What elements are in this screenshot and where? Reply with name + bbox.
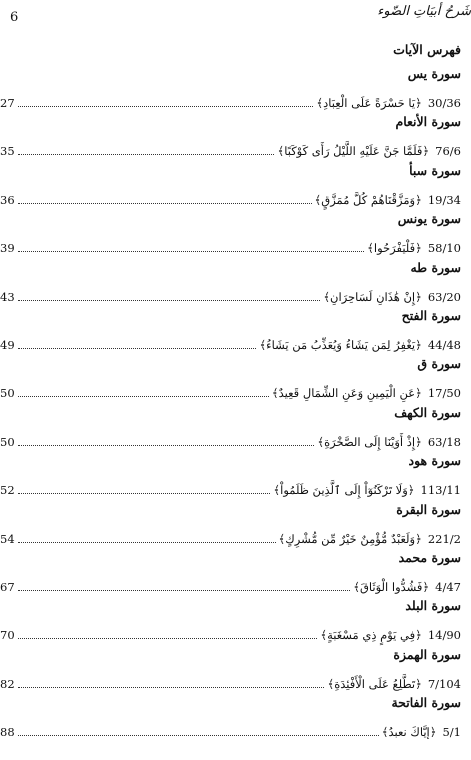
verse-line bbox=[0, 138, 461, 158]
dot-leader bbox=[18, 445, 315, 446]
index-entry bbox=[0, 260, 471, 308]
verse-reference: 58/10 bbox=[427, 241, 461, 256]
verse-text: ﴿فَلَمَّا جَنَّ عَلَيْهِ اللَّيْلُ رَأَى كَوْكَبًا﴾ bbox=[277, 144, 430, 159]
verse-text: ﴿وَلَعَبْدٌ مُّؤْمِنٌ خَيْرٌ مِّن مُّشْرِكٍ﴾ bbox=[278, 531, 422, 546]
verse-line bbox=[0, 235, 461, 255]
surah-name: سورة الأنعام bbox=[395, 114, 461, 130]
verse-reference: 30/36 bbox=[427, 96, 461, 110]
verse-text: ﴿فَشُدُّوا الْوَثَاقَ﴾ bbox=[353, 579, 430, 594]
verse-line bbox=[0, 380, 461, 400]
index-entry bbox=[0, 163, 471, 211]
page-ref: 82 bbox=[0, 676, 15, 691]
surah-name: سورة سبأ bbox=[409, 162, 461, 178]
verse-text: ﴿يَغْفِرُ لِمَن يَشَاءُ وَيُعَذِّبُ مَن يَشَاءُ﴾ bbox=[259, 337, 422, 352]
running-title: شَرحُ أبيَاتِ الضّوء bbox=[377, 4, 471, 19]
page-ref: 35 bbox=[0, 144, 15, 159]
page-ref: 50 bbox=[0, 434, 15, 449]
verse-reference: 221/2 bbox=[427, 531, 461, 546]
verse-text: ﴿وَمَزَّقْنَاهُمْ كُلَّ مُمَزَّقٍ﴾ bbox=[314, 192, 422, 207]
dot-leader bbox=[18, 300, 321, 301]
index-entry bbox=[0, 598, 471, 646]
verse-reference: 7/104 bbox=[427, 676, 461, 691]
dot-leader bbox=[18, 735, 379, 736]
verse-line bbox=[0, 574, 461, 594]
verse-line bbox=[0, 284, 461, 304]
index-entry bbox=[0, 453, 471, 501]
surah-name: سورة ق bbox=[417, 356, 461, 372]
verse-reference: 63/18 bbox=[427, 434, 461, 449]
dot-leader bbox=[18, 542, 276, 543]
dot-leader bbox=[18, 396, 269, 397]
verse-reference: 4/47 bbox=[435, 579, 461, 594]
verse-text: ﴿يَا حَسْرَةً عَلَى الْعِبَادِ﴾ bbox=[316, 96, 422, 110]
verse-reference: 63/20 bbox=[427, 289, 461, 304]
index-entry bbox=[0, 356, 471, 404]
verse-reference: 5/1 bbox=[442, 725, 461, 740]
index-entry bbox=[0, 405, 471, 453]
dot-leader bbox=[18, 203, 312, 204]
verse-line bbox=[0, 622, 461, 642]
surah-name: سورة الفتح bbox=[401, 307, 461, 323]
index-entry bbox=[0, 647, 471, 695]
verse-line bbox=[0, 90, 461, 110]
verse-line bbox=[0, 477, 461, 497]
surah-name: سورة طه bbox=[410, 259, 461, 275]
surah-name: سورة الكهف bbox=[394, 404, 461, 420]
index-entry bbox=[0, 695, 471, 743]
index-entry bbox=[0, 114, 471, 162]
index-entry bbox=[0, 308, 471, 356]
page-ref: 43 bbox=[0, 289, 15, 304]
verse-reference: 14/90 bbox=[427, 628, 461, 643]
verse-text: ﴿تَطَّلِعُ عَلَى الْأَفْئِدَةِ﴾ bbox=[327, 676, 422, 691]
dot-leader bbox=[18, 590, 351, 591]
index-title: فهرس الآيات bbox=[393, 42, 461, 57]
dot-leader bbox=[18, 638, 318, 639]
dot-leader bbox=[18, 251, 365, 252]
surah-name: سورة البقرة bbox=[396, 501, 461, 517]
page-ref: 52 bbox=[0, 483, 15, 498]
page-ref: 50 bbox=[0, 386, 15, 401]
verse-line bbox=[0, 429, 461, 449]
surah-name: سورة الفاتحة bbox=[391, 695, 461, 711]
dot-leader bbox=[18, 687, 325, 688]
dot-leader bbox=[18, 154, 275, 155]
verse-reference: 19/34 bbox=[427, 192, 461, 207]
dot-leader bbox=[18, 493, 271, 494]
verse-text: ﴿عَنِ الْيَمِينِ وَعَنِ الشِّمَالِ قَعِيدٌ﴾ bbox=[271, 386, 422, 401]
verse-reference: 44/48 bbox=[427, 337, 461, 352]
page-ref: 39 bbox=[0, 241, 15, 256]
verse-index-list bbox=[0, 66, 471, 743]
verse-text: ﴿فِي يَوْمٍ ذِي مَسْغَبَةٍ﴾ bbox=[320, 628, 422, 643]
index-entry bbox=[0, 211, 471, 259]
verse-line bbox=[0, 719, 461, 739]
index-entry bbox=[0, 502, 471, 550]
verse-text: ﴿إيَّاكَ نعبدُ﴾ bbox=[381, 725, 437, 740]
page-ref: 70 bbox=[0, 628, 15, 643]
verse-text: ﴿إِنْ هَٰذَانِ لَسَاحِرَانِ﴾ bbox=[323, 289, 422, 304]
verse-reference: 113/11 bbox=[420, 483, 461, 498]
page-ref: 54 bbox=[0, 531, 15, 546]
surah-name: سورة يس bbox=[407, 66, 461, 81]
dot-leader bbox=[18, 348, 257, 349]
verse-text: ﴿وَلَا تَرْكَنُوٓاْ إِلَى ٱلَّذِينَ ظَلَمُواْ﴾ bbox=[273, 483, 415, 498]
surah-name: سورة يونس bbox=[397, 211, 461, 227]
verse-reference: 76/6 bbox=[435, 144, 461, 159]
surah-name: سورة هود bbox=[408, 453, 461, 469]
page-ref: 67 bbox=[0, 579, 15, 594]
verse-text: ﴿فَلْيَفْرَحُوا﴾ bbox=[367, 241, 422, 256]
surah-name: سورة البلد bbox=[405, 598, 461, 614]
verse-text: ﴿إِذْ أَوَيْنَا إِلَى الصَّخْرَةِ﴾ bbox=[317, 434, 422, 449]
verse-line bbox=[0, 187, 461, 207]
page-ref: 88 bbox=[0, 725, 15, 740]
page-header bbox=[0, 4, 471, 28]
index-entry bbox=[0, 66, 471, 114]
dot-leader bbox=[18, 106, 314, 107]
page-ref: 27 bbox=[0, 96, 15, 110]
surah-name: سورة الهمزة bbox=[393, 646, 461, 662]
page-ref: 49 bbox=[0, 337, 15, 352]
page-ref: 36 bbox=[0, 192, 15, 207]
verse-reference: 17/50 bbox=[427, 386, 461, 401]
surah-name: سورة محمد bbox=[398, 549, 461, 565]
page-number: 6 bbox=[10, 10, 19, 25]
index-entry bbox=[0, 550, 471, 598]
verse-line bbox=[0, 526, 461, 546]
verse-line bbox=[0, 671, 461, 691]
verse-line bbox=[0, 332, 461, 352]
